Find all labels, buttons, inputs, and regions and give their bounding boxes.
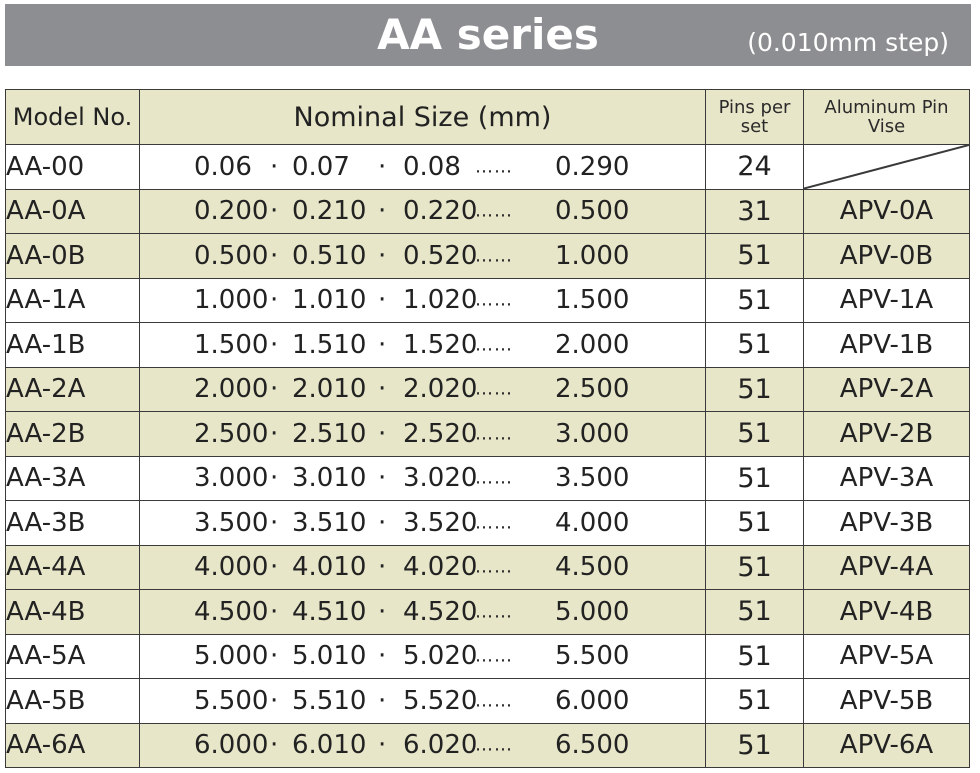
size-second: 3.010 xyxy=(292,463,367,494)
spec-table xyxy=(5,89,970,768)
size-ellipsis: …… xyxy=(475,289,513,311)
pins-per-set: 31 xyxy=(706,189,804,234)
size-ellipsis: …… xyxy=(475,334,513,356)
size-last: 4.000 xyxy=(555,507,630,538)
nominal-size-range xyxy=(140,590,706,635)
table-row xyxy=(6,723,970,768)
pin-vise-model: APV-3B xyxy=(804,501,970,546)
size-first: 4.000 xyxy=(194,552,269,583)
series-title: AA series xyxy=(377,10,599,59)
size-ellipsis: …… xyxy=(475,512,513,534)
size-third: 0.08 xyxy=(403,151,461,182)
table-row xyxy=(6,145,970,190)
size-third: 5.520 xyxy=(403,685,478,716)
size-second: 0.210 xyxy=(292,196,367,227)
model-number: AA-2A xyxy=(6,367,140,412)
size-separator: · xyxy=(270,641,279,672)
size-separator: · xyxy=(378,418,387,449)
pin-vise-model: APV-0A xyxy=(804,189,970,234)
pin-vise-model: APV-0B xyxy=(804,234,970,279)
nominal-size-range xyxy=(140,545,706,590)
nominal-size-range xyxy=(140,189,706,234)
size-second: 4.010 xyxy=(292,552,367,583)
size-first: 0.500 xyxy=(194,240,269,271)
size-third: 6.020 xyxy=(403,730,478,761)
nominal-size-range xyxy=(140,412,706,457)
table-row xyxy=(6,412,970,457)
pins-per-set: 24 xyxy=(706,145,804,190)
size-last: 3.000 xyxy=(555,418,630,449)
pin-vise-model: APV-5B xyxy=(804,679,970,724)
table-row xyxy=(6,323,970,368)
model-number: AA-6A xyxy=(6,723,140,768)
size-second: 2.010 xyxy=(292,374,367,405)
size-second: 1.010 xyxy=(292,285,367,316)
size-separator: · xyxy=(378,730,387,761)
pins-per-set: 51 xyxy=(706,456,804,501)
pins-per-set: 51 xyxy=(706,545,804,590)
size-last: 4.500 xyxy=(555,552,630,583)
size-separator: · xyxy=(378,641,387,672)
size-first: 2.000 xyxy=(194,374,269,405)
pin-vise-model: APV-1A xyxy=(804,278,970,323)
size-separator: · xyxy=(270,685,279,716)
model-number: AA-2B xyxy=(6,412,140,457)
size-separator: · xyxy=(378,329,387,360)
nominal-size-range xyxy=(140,234,706,279)
pins-per-set: 51 xyxy=(706,634,804,679)
size-separator: · xyxy=(378,463,387,494)
header-model: Model No. xyxy=(6,90,140,145)
pin-vise-model: APV-2A xyxy=(804,367,970,412)
size-first: 0.06 xyxy=(194,151,252,182)
size-ellipsis: …… xyxy=(475,245,513,267)
size-third: 4.020 xyxy=(403,552,478,583)
model-number: AA-3A xyxy=(6,456,140,501)
size-separator: · xyxy=(378,685,387,716)
size-first: 1.500 xyxy=(194,329,269,360)
size-third: 0.520 xyxy=(403,240,478,271)
size-third: 1.020 xyxy=(403,285,478,316)
size-separator: · xyxy=(378,240,387,271)
size-separator: · xyxy=(270,463,279,494)
size-ellipsis: …… xyxy=(475,200,513,222)
size-separator: · xyxy=(270,240,279,271)
model-number: AA-5B xyxy=(6,679,140,724)
size-last: 0.500 xyxy=(555,196,630,227)
size-ellipsis: …… xyxy=(475,467,513,489)
size-separator: · xyxy=(270,151,279,182)
size-separator: · xyxy=(270,374,279,405)
pins-per-set: 51 xyxy=(706,412,804,457)
pin-vise-model: APV-5A xyxy=(804,634,970,679)
pins-per-set: 51 xyxy=(706,367,804,412)
header-row xyxy=(6,90,970,145)
size-second: 5.510 xyxy=(292,685,367,716)
size-separator: · xyxy=(270,196,279,227)
size-second: 1.510 xyxy=(292,329,367,360)
size-ellipsis: …… xyxy=(475,378,513,400)
size-separator: · xyxy=(270,730,279,761)
size-ellipsis: …… xyxy=(475,156,513,178)
size-first: 5.000 xyxy=(194,641,269,672)
size-ellipsis: …… xyxy=(475,645,513,667)
table-row xyxy=(6,501,970,546)
nominal-size-range xyxy=(140,323,706,368)
table-row xyxy=(6,367,970,412)
size-separator: · xyxy=(378,552,387,583)
size-third: 4.520 xyxy=(403,596,478,627)
size-separator: · xyxy=(378,507,387,538)
table-row xyxy=(6,234,970,279)
size-ellipsis: …… xyxy=(475,556,513,578)
model-number: AA-1B xyxy=(6,323,140,368)
pin-vise-model: APV-4B xyxy=(804,590,970,635)
size-separator: · xyxy=(270,329,279,360)
size-third: 2.520 xyxy=(403,418,478,449)
model-number: AA-3B xyxy=(6,501,140,546)
header-nominal-size: Nominal Size (mm) xyxy=(140,90,706,145)
pins-per-set: 51 xyxy=(706,278,804,323)
size-second: 5.010 xyxy=(292,641,367,672)
size-third: 1.520 xyxy=(403,329,478,360)
pins-per-set: 51 xyxy=(706,590,804,635)
size-last: 5.000 xyxy=(555,596,630,627)
size-separator: · xyxy=(270,507,279,538)
size-first: 6.000 xyxy=(194,730,269,761)
size-second: 4.510 xyxy=(292,596,367,627)
size-last: 3.500 xyxy=(555,463,630,494)
size-last: 0.290 xyxy=(555,151,630,182)
series-banner xyxy=(5,4,971,66)
nominal-size-range xyxy=(140,456,706,501)
size-ellipsis: …… xyxy=(475,690,513,712)
size-separator: · xyxy=(270,596,279,627)
pin-vise-model: APV-4A xyxy=(804,545,970,590)
pin-vise-model: APV-1B xyxy=(804,323,970,368)
pins-per-set: 51 xyxy=(706,723,804,768)
size-last: 1.500 xyxy=(555,285,630,316)
nominal-size-range xyxy=(140,634,706,679)
size-last: 5.500 xyxy=(555,641,630,672)
step-note: (0.010mm step) xyxy=(747,28,949,57)
model-number: AA-0A xyxy=(6,189,140,234)
size-second: 2.510 xyxy=(292,418,367,449)
table-row xyxy=(6,456,970,501)
size-third: 5.020 xyxy=(403,641,478,672)
size-ellipsis: …… xyxy=(475,734,513,756)
size-second: 0.510 xyxy=(292,240,367,271)
size-first: 0.200 xyxy=(194,196,269,227)
size-first: 1.000 xyxy=(194,285,269,316)
size-second: 0.07 xyxy=(292,151,350,182)
table-row xyxy=(6,278,970,323)
size-first: 3.000 xyxy=(194,463,269,494)
size-third: 3.020 xyxy=(403,463,478,494)
size-second: 6.010 xyxy=(292,730,367,761)
size-separator: · xyxy=(270,285,279,316)
size-separator: · xyxy=(378,285,387,316)
table-row xyxy=(6,590,970,635)
size-first: 3.500 xyxy=(194,507,269,538)
size-separator: · xyxy=(270,552,279,583)
model-number: AA-4B xyxy=(6,590,140,635)
table-row xyxy=(6,545,970,590)
size-separator: · xyxy=(378,196,387,227)
model-number: AA-5A xyxy=(6,634,140,679)
pins-per-set: 51 xyxy=(706,234,804,279)
pins-per-set: 51 xyxy=(706,323,804,368)
pins-per-set: 51 xyxy=(706,679,804,724)
model-number: AA-0B xyxy=(6,234,140,279)
size-last: 2.500 xyxy=(555,374,630,405)
size-ellipsis: …… xyxy=(475,423,513,445)
model-number: AA-1A xyxy=(6,278,140,323)
size-first: 5.500 xyxy=(194,685,269,716)
header-pin-vise: Aluminum Pin Vise xyxy=(804,90,970,145)
size-separator: · xyxy=(378,151,387,182)
nominal-size-range xyxy=(140,501,706,546)
size-separator: · xyxy=(378,596,387,627)
size-first: 4.500 xyxy=(194,596,269,627)
pin-vise-model: APV-3A xyxy=(804,456,970,501)
nominal-size-range xyxy=(140,278,706,323)
table-row xyxy=(6,679,970,724)
size-ellipsis: …… xyxy=(475,601,513,623)
size-first: 2.500 xyxy=(194,418,269,449)
size-separator: · xyxy=(270,418,279,449)
size-second: 3.510 xyxy=(292,507,367,538)
model-number: AA-4A xyxy=(6,545,140,590)
header-pins: Pins per set xyxy=(706,90,804,145)
size-third: 2.020 xyxy=(403,374,478,405)
size-third: 3.520 xyxy=(403,507,478,538)
nominal-size-range xyxy=(140,145,706,190)
table-row xyxy=(6,634,970,679)
size-separator: · xyxy=(378,374,387,405)
pin-vise-model: APV-2B xyxy=(804,412,970,457)
not-applicable-slash xyxy=(804,145,969,189)
size-last: 2.000 xyxy=(555,329,630,360)
pin-vise-model: APV-6A xyxy=(804,723,970,768)
size-last: 6.000 xyxy=(555,685,630,716)
pins-per-set: 51 xyxy=(706,501,804,546)
nominal-size-range xyxy=(140,679,706,724)
size-last: 1.000 xyxy=(555,240,630,271)
size-third: 0.220 xyxy=(403,196,478,227)
size-last: 6.500 xyxy=(555,730,630,761)
table-row xyxy=(6,189,970,234)
pin-vise-none xyxy=(804,145,970,190)
nominal-size-range xyxy=(140,723,706,768)
model-number: AA-00 xyxy=(6,145,140,190)
nominal-size-range xyxy=(140,367,706,412)
